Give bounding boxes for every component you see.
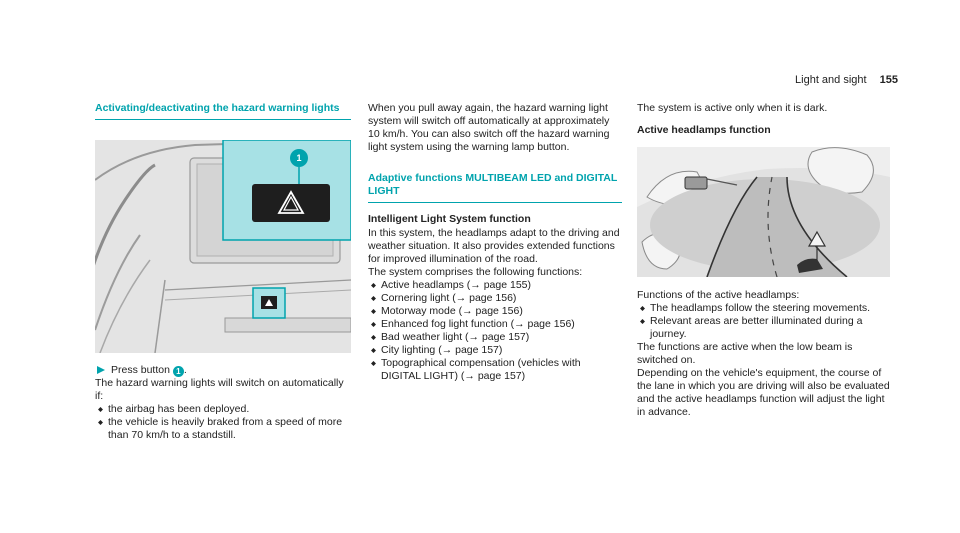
intelligent-light-description: In this system, the headlamps adapt to the driving and weather situation. It also provides extended functions for improved illumination of the road.	[368, 227, 620, 265]
functions-list	[368, 279, 622, 383]
column-hazard-lights-text	[95, 364, 351, 442]
column-active-headlamps	[637, 102, 893, 138]
functions-intro: The system comprises the following functions:	[368, 266, 583, 278]
list-item: Relevant areas are better illuminated during a journey.	[637, 315, 893, 341]
list-item: Bad weather light (→ page 157)	[368, 331, 622, 344]
column-active-headlamps-text	[637, 289, 893, 419]
step-arrow-icon	[97, 366, 105, 374]
list-item: Topographical compensation (vehicles with DIGITAL LIGHT) (→ page 157)	[368, 357, 622, 383]
list-item: Cornering light (→ page 156)	[368, 292, 622, 305]
headlamp-figure	[637, 147, 890, 277]
instruction-step	[95, 364, 351, 377]
hazard-switch-off-text: When you pull away again, the hazard warning light system will switch off automatically at approximately 10 km/h. You can also switch off the hazard warning light system using the warning lamp button.	[368, 102, 610, 153]
page-number: 155	[879, 74, 898, 86]
list-item: Enhanced fog light function (→ page 156)	[368, 318, 622, 331]
callout-badge-icon: 1	[173, 366, 184, 377]
headlamp-functions-list	[637, 302, 893, 341]
subtitle-active-headlamps: Active headlamps function	[637, 124, 771, 136]
active-low-beam-text: The functions are active when the low beam is switched on.	[637, 341, 853, 366]
auto-switch-list	[95, 403, 351, 442]
step-suffix: .	[183, 364, 187, 376]
road-illustration	[637, 147, 890, 277]
active-when-dark: The system is active only when it is dark.	[637, 102, 828, 114]
callout-1: 1	[296, 153, 302, 163]
hazard-button-figure	[95, 140, 351, 353]
list-item: the airbag has been deployed.	[95, 403, 351, 416]
list-item: Active headlamps (→ page 155)	[368, 279, 622, 292]
section-title-adaptive: Adaptive functions MULTIBEAM LED and DIGITAL LIGHT	[368, 172, 622, 203]
page-header	[795, 74, 898, 87]
list-item: The headlamps follow the steering movements.	[637, 302, 893, 315]
dashboard-illustration	[95, 140, 351, 353]
auto-switch-intro: The hazard warning lights will switch on automatically if:	[95, 377, 344, 402]
column-hazard-lights	[95, 102, 351, 120]
lane-evaluation-text: Depending on the vehicle's equipment, the course of the lane in which you are driving will also be evaluated and the active headlamps function will adjust the light in advance.	[637, 367, 890, 418]
column-adaptive-functions	[368, 102, 622, 383]
functions-intro: Functions of the active headlamps:	[637, 289, 800, 301]
list-item: the vehicle is heavily braked from a speed of more than 70 km/h to a standstill.	[95, 416, 351, 442]
subtitle-intelligent-light: Intelligent Light System function	[368, 213, 531, 225]
list-item: Motorway mode (→ page 156)	[368, 305, 622, 318]
list-item: City lighting (→ page 157)	[368, 344, 622, 357]
header-section: Light and sight	[795, 74, 867, 86]
section-title-hazard: Activating/deactivating the hazard warning lights	[95, 102, 351, 120]
step-text: Press button	[111, 364, 170, 376]
